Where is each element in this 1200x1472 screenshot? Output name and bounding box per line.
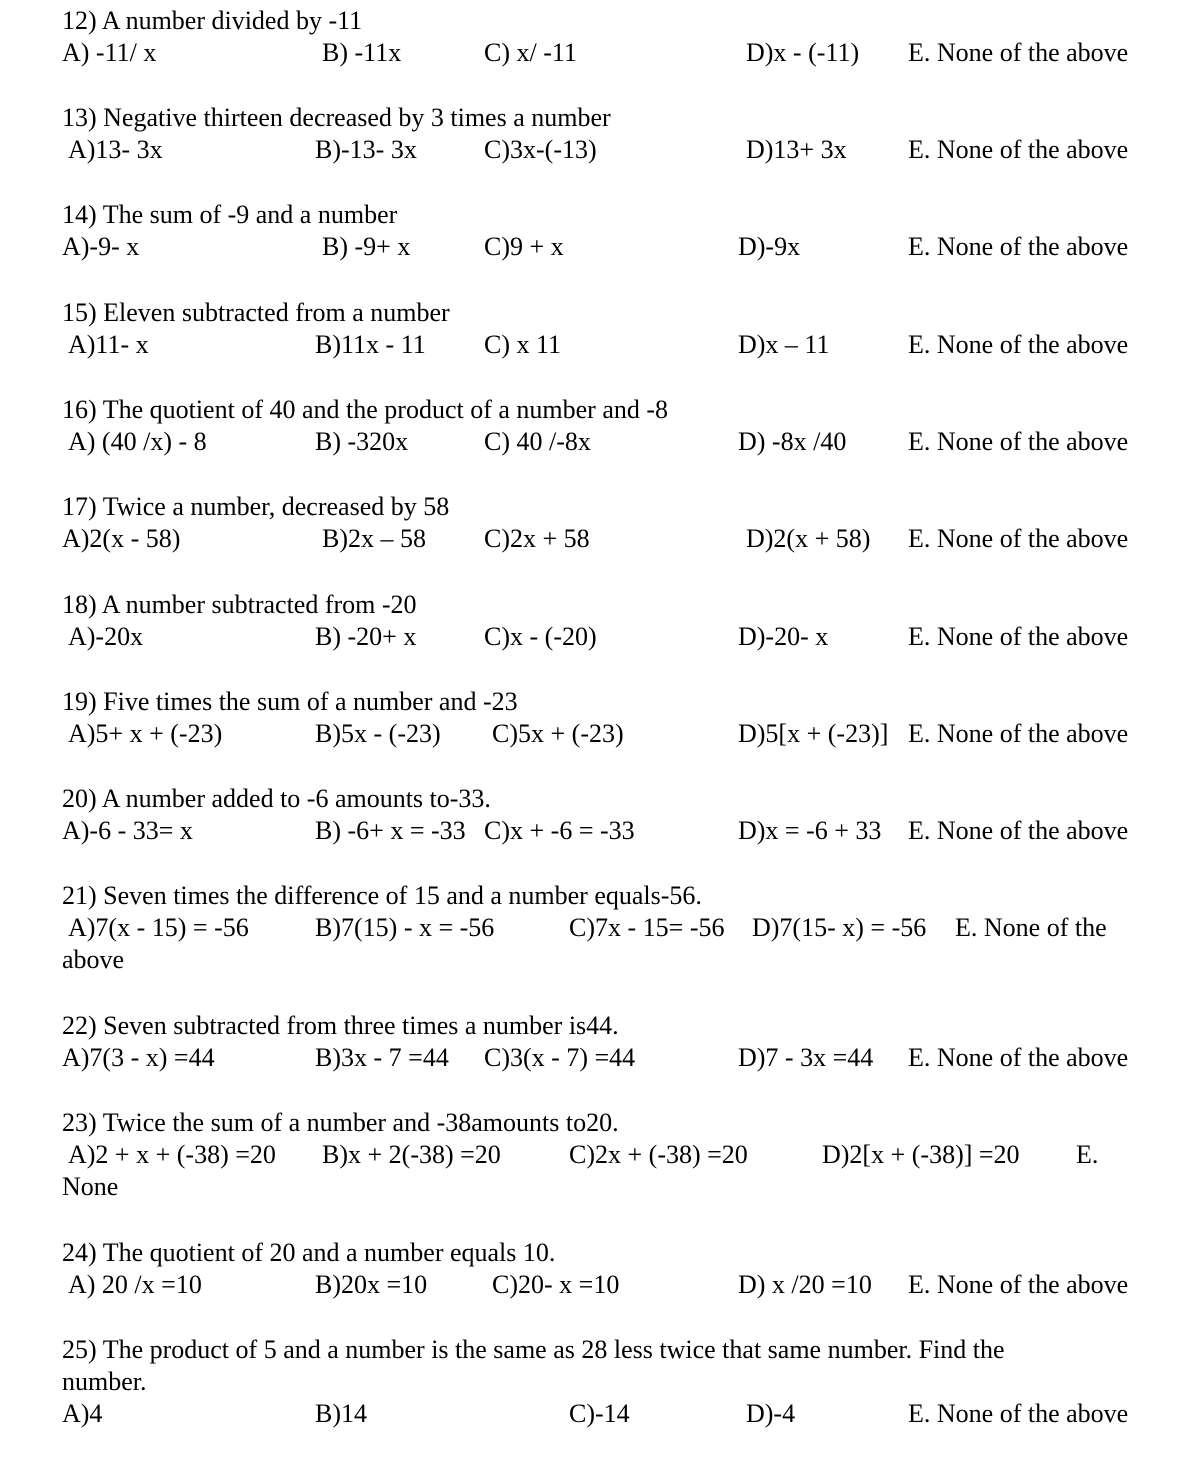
- option-d: D)x - (-11): [746, 38, 860, 67]
- option-c: C)9 + x: [484, 232, 564, 261]
- option-a: A)7(x - 15) = -56: [68, 913, 249, 942]
- question-stem: 17) Twice a number, decreased by 58: [62, 492, 450, 521]
- option-b: B)2x – 58: [322, 524, 426, 553]
- option-c: C) 40 /-8x: [484, 427, 591, 456]
- option-e: E. None of the above: [908, 427, 1129, 456]
- option-e: E.: [1076, 1140, 1099, 1169]
- option-b: B)11x - 11: [315, 330, 426, 359]
- option-c: C)7x - 15= -56: [569, 913, 725, 942]
- option-b: B)20x =10: [315, 1270, 428, 1299]
- question-stem: 16) The quotient of 40 and the product of a number and -8: [62, 395, 669, 424]
- option-e: E. None of the above: [908, 135, 1129, 164]
- option-e: E. None of the above: [908, 1399, 1129, 1428]
- option-d: D)5[x + (-23)]: [738, 719, 889, 748]
- option-b: B)5x - (-23): [315, 719, 441, 748]
- option-c: C)2x + 58: [484, 524, 590, 553]
- option-b: B) -11x: [322, 38, 402, 67]
- option-e: E. None of the above: [908, 816, 1129, 845]
- option-a: A)13- 3x: [68, 135, 163, 164]
- option-b: B)-13- 3x: [315, 135, 417, 164]
- option-e: E. None of the above: [908, 38, 1129, 67]
- option-e: E. None of the above: [908, 719, 1129, 748]
- question-stem: 14) The sum of -9 and a number: [62, 200, 398, 229]
- option-c: C)x - (-20): [484, 622, 597, 651]
- option-d: D)-9x: [738, 232, 801, 261]
- option-e: E. None of the: [955, 913, 1107, 942]
- option-a: A)-20x: [68, 622, 144, 651]
- question-stem: 25) The product of 5 and a number is the same as 28 less twice that same number. Find the: [62, 1335, 1005, 1364]
- question-stem: 21) Seven times the difference of 15 and a number equals-56.: [62, 881, 702, 910]
- question-stem: 19) Five times the sum of a number and -23: [62, 687, 518, 716]
- option-a: A) 20 /x =10: [68, 1270, 202, 1299]
- option-d: D)x – 11: [738, 330, 830, 359]
- option-c: C)3x-(-13): [484, 135, 597, 164]
- option-d: D)7 - 3x =44: [738, 1043, 874, 1072]
- option-e: E. None of the above: [908, 330, 1129, 359]
- option-b: B)14: [315, 1399, 367, 1428]
- option-b: B)x + 2(-38) =20: [322, 1140, 501, 1169]
- question-stem: 24) The quotient of 20 and a number equals 10.: [62, 1238, 556, 1267]
- option-a: A) (40 /x) - 8: [68, 427, 207, 456]
- option-d: D) -8x /40: [738, 427, 847, 456]
- option-b: B)3x - 7 =44: [315, 1043, 449, 1072]
- option-e: E. None of the above: [908, 622, 1129, 651]
- option-d: D)2(x + 58): [746, 524, 871, 553]
- option-b: B) -20+ x: [315, 622, 417, 651]
- option-e: E. None of the above: [908, 1043, 1129, 1072]
- question-stem: 18) A number subtracted from -20: [62, 590, 417, 619]
- option-c: C) x 11: [484, 330, 562, 359]
- option-e: E. None of the above: [908, 524, 1129, 553]
- option-c: C)3(x - 7) =44: [484, 1043, 636, 1072]
- option-c: C) x/ -11: [484, 38, 577, 67]
- option-a: A)5+ x + (-23): [68, 719, 223, 748]
- option-a: A)2(x - 58): [62, 524, 181, 553]
- option-c: C)2x + (-38) =20: [569, 1140, 748, 1169]
- option-a: A)-9- x: [62, 232, 140, 261]
- option-d: D)x = -6 + 33: [738, 816, 882, 845]
- option-e: E. None of the above: [908, 1270, 1129, 1299]
- option-c: C)20- x =10: [492, 1270, 620, 1299]
- option-d: D)2[x + (-38)] =20: [822, 1140, 1020, 1169]
- option-d: D)13+ 3x: [746, 135, 847, 164]
- option-a: A)11- x: [68, 330, 149, 359]
- question-stem: 13) Negative thirteen decreased by 3 times a number: [62, 103, 611, 132]
- option-b: B) -320x: [315, 427, 409, 456]
- question-stem: 23) Twice the sum of a number and -38amounts to20.: [62, 1108, 619, 1137]
- option-a: A) -11/ x: [62, 38, 157, 67]
- question-stem: 22) Seven subtracted from three times a number is44.: [62, 1011, 619, 1040]
- option-e-continuation: None: [62, 1172, 119, 1201]
- option-d: D)7(15- x) = -56: [752, 913, 927, 942]
- option-a: A)2 + x + (-38) =20: [68, 1140, 276, 1169]
- question-stem: 20) A number added to -6 amounts to-33.: [62, 784, 491, 813]
- option-c: C)-14: [569, 1399, 630, 1428]
- question-stem: 15) Eleven subtracted from a number: [62, 298, 450, 327]
- option-b: B) -9+ x: [322, 232, 411, 261]
- option-c: C)x + -6 = -33: [484, 816, 635, 845]
- option-b: B) -6+ x = -33: [315, 816, 466, 845]
- option-c: C)5x + (-23): [492, 719, 624, 748]
- option-e-continuation: above: [62, 945, 125, 974]
- option-a: A)4: [62, 1399, 103, 1428]
- option-d: D)-20- x: [738, 622, 829, 651]
- question-stem-continuation: number.: [62, 1367, 147, 1396]
- question-stem: 12) A number divided by -11: [62, 6, 363, 35]
- option-d: D)-4: [746, 1399, 796, 1428]
- option-d: D) x /20 =10: [738, 1270, 872, 1299]
- option-a: A)7(3 - x) =44: [62, 1043, 215, 1072]
- option-e: E. None of the above: [908, 232, 1129, 261]
- option-b: B)7(15) - x = -56: [315, 913, 495, 942]
- option-a: A)-6 - 33= x: [62, 816, 193, 845]
